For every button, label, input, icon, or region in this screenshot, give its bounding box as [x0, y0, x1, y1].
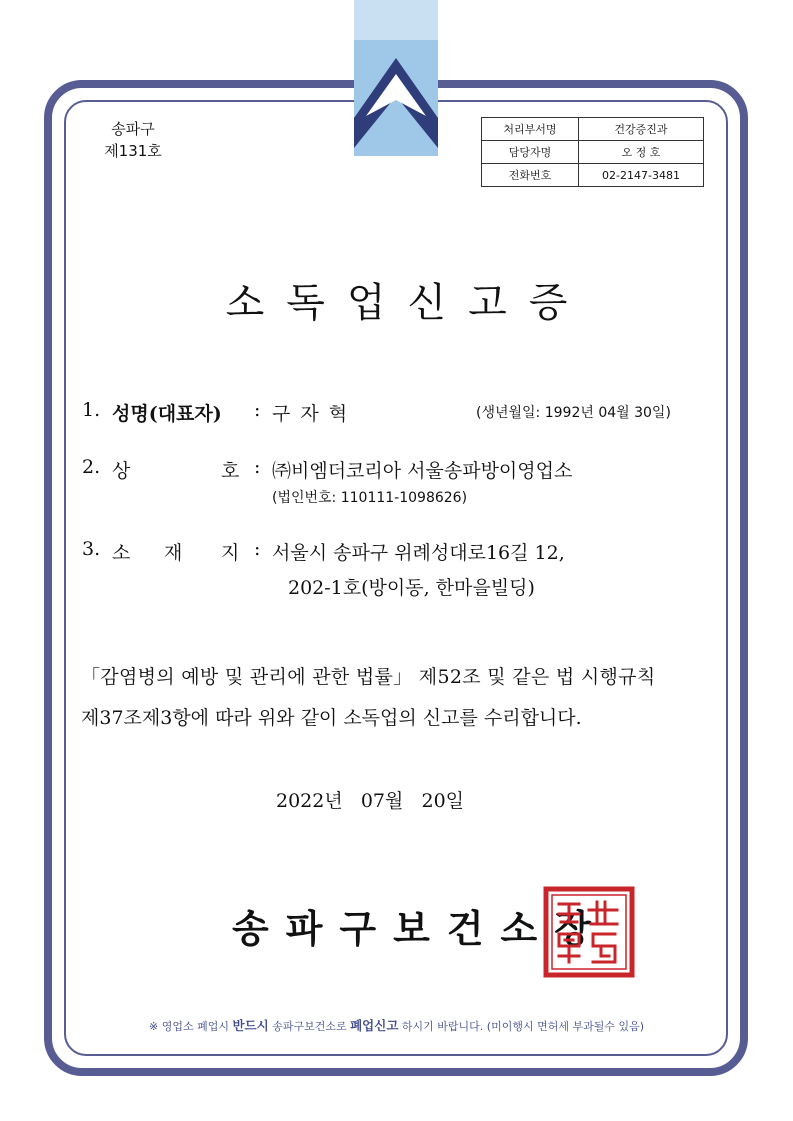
location-label-3: 지 — [221, 542, 240, 564]
notice-text-3: 하시기 바랍니다. (미이행시 면허세 부과될수 있음) — [398, 1020, 644, 1033]
notice-text-1: ※ 영업소 폐업시 — [149, 1020, 233, 1033]
name-value: 구 자 혁 — [272, 403, 350, 425]
issue-number: 제131호 — [104, 142, 162, 160]
info-value: 02-2147-3481 — [579, 164, 704, 187]
info-key: 담당자명 — [482, 141, 579, 164]
trade-name-value: ㈜비엠더코리아 서울송파방이영업소 — [272, 460, 573, 482]
notice-emphasis-1: 반드시 — [232, 1018, 269, 1033]
date-day: 20일 — [421, 790, 465, 812]
date-month: 07월 — [360, 790, 404, 812]
trade-label-2: 호 — [221, 460, 240, 482]
address-line-1: 서울시 송파구 위례성대로16길 12, — [272, 542, 565, 564]
issue-date — [276, 786, 464, 813]
notice-emphasis-2: 폐업신고 — [350, 1018, 399, 1033]
info-key: 처리부서명 — [482, 118, 579, 141]
notice-text-2: 송파구보건소로 — [268, 1020, 351, 1033]
date-year: 2022년 — [276, 790, 343, 812]
info-value: 건강증진과 — [579, 118, 704, 141]
info-value: 오 정 호 — [579, 141, 704, 164]
birth-date-note: (생년월일: 1992년 04월 30일) — [476, 405, 671, 421]
issuing-office: 송파구 — [111, 120, 155, 138]
name-colon: : — [254, 399, 261, 421]
trade-label-1: 상 — [112, 460, 131, 482]
issuer-name: 송파구보건소장 — [232, 906, 608, 951]
field-number: 3. — [82, 538, 101, 560]
body-line-2: 제37조제3항에 따라 위와 같이 소독업의 신고를 수리합니다. — [81, 707, 582, 729]
songpa-emblem-icon — [354, 0, 438, 156]
info-row — [482, 164, 704, 187]
info-key: 전화번호 — [482, 164, 579, 187]
field-number: 2. — [82, 456, 101, 478]
issue-number-block — [96, 118, 170, 162]
info-row — [482, 118, 704, 141]
location-colon: : — [254, 538, 261, 560]
location-label-1: 소 — [112, 542, 131, 564]
trade-colon: : — [254, 456, 261, 478]
handler-info-table — [481, 117, 704, 187]
field-number: 1. — [82, 399, 101, 421]
location-label-2: 재 — [164, 542, 183, 564]
certificate-title: 소독업신고증 — [225, 280, 590, 326]
info-row — [482, 141, 704, 164]
body-line-1: 「감염병의 예방 및 관리에 관한 법률」 제52조 및 같은 법 시행규칙 — [81, 666, 656, 688]
address-line-2: 202-1호(방이동, 한마을빌딩) — [288, 577, 535, 599]
closure-notice — [0, 1016, 793, 1034]
corporate-number-note: (법인번호: 110111-1098626) — [272, 490, 468, 506]
name-label: 성명(대표자) — [112, 403, 222, 425]
official-seal-icon — [543, 886, 635, 978]
